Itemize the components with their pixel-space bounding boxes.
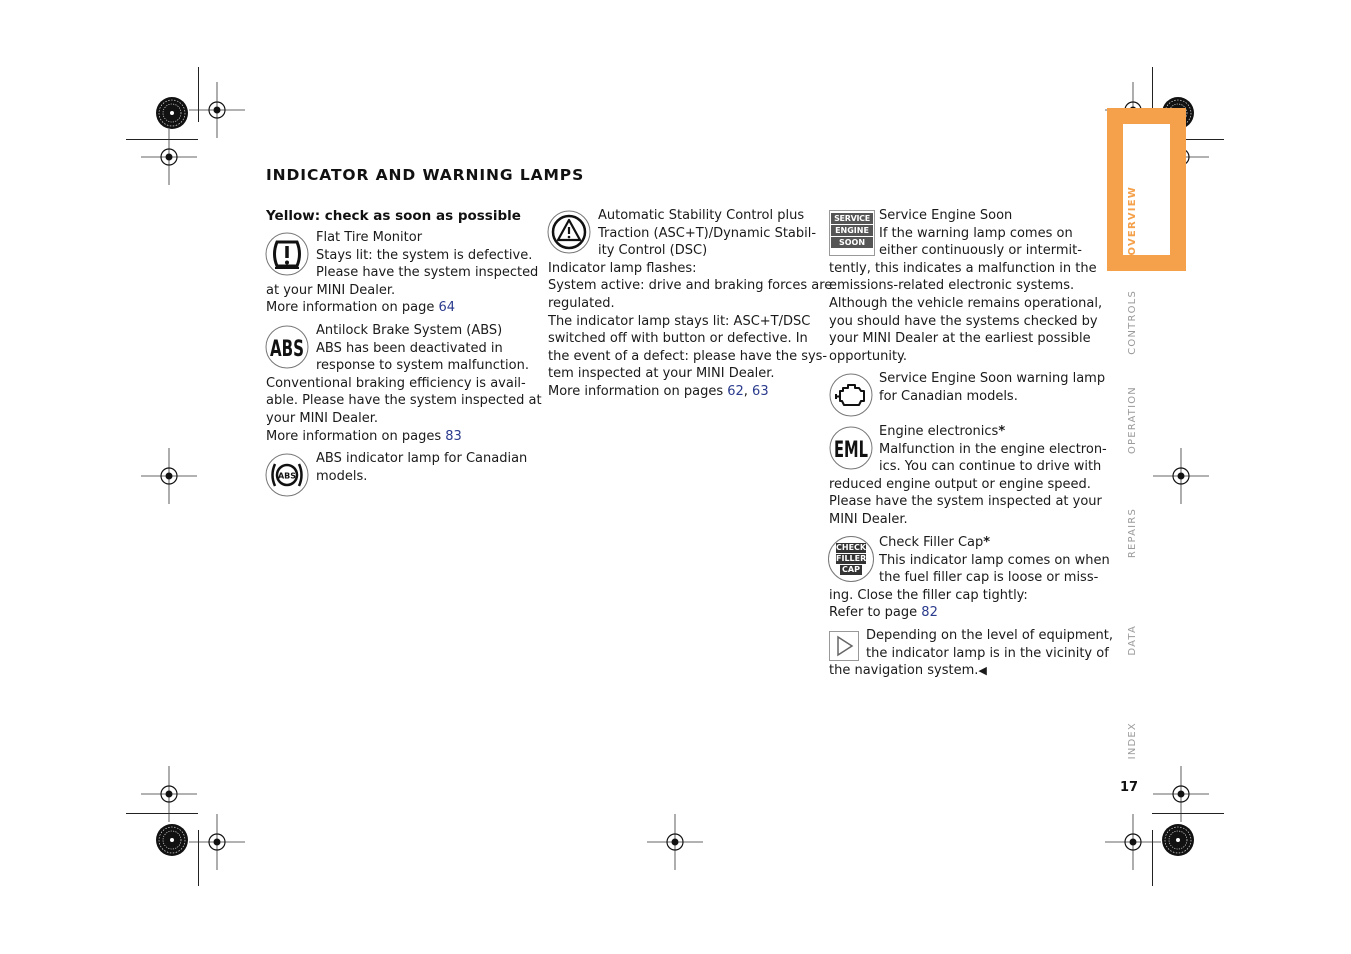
flat-tire-more <box>266 299 536 317</box>
abs-line: your MINI Dealer. <box>266 410 378 426</box>
svg-text:ABS: ABS <box>277 471 297 481</box>
service-engine-line: emissions-related electronic systems. <box>829 278 1075 294</box>
side-tab-operation[interactable]: OPERATION <box>1127 386 1138 455</box>
dsc-line: System active: drive and braking forces are <box>548 278 833 294</box>
page-link-63[interactable]: 63 <box>752 383 769 399</box>
page-link-62[interactable]: 62 <box>727 383 744 399</box>
optional-equipment-star: * <box>998 424 1006 439</box>
page-link-82[interactable]: 82 <box>921 605 938 621</box>
note-line: the navigation system. <box>829 663 979 679</box>
abs-more <box>266 428 536 446</box>
icon-label: ENGINE <box>831 225 873 236</box>
eml-title <box>829 423 1109 441</box>
eml-line: Please have the system inspected at your <box>829 494 1102 510</box>
dsc-line: Indicator lamp flashes: <box>548 260 697 276</box>
more-info-label: More information on page <box>266 300 439 316</box>
note-last-line <box>829 662 1109 680</box>
eml-title-label: Engine electronics <box>879 424 999 439</box>
page-number: 17 <box>1120 780 1139 795</box>
filler-cap-line: ing. Close the filler cap tightly: <box>829 587 1028 603</box>
dsc-line: the event of a defect: please have the sys- <box>548 348 828 364</box>
dsc-title: Automatic Stability Control plus <box>598 208 805 223</box>
service-engine-line: you should have the systems checked by <box>829 313 1098 329</box>
dsc-line: ity Control (DSC) <box>598 243 708 259</box>
flat-tire-line: Please have the system inspected <box>316 265 539 281</box>
filler-cap-title-label: Check Filler Cap <box>879 535 984 550</box>
side-tab-controls[interactable]: CONTROLS <box>1127 290 1138 355</box>
more-info-label: More information on pages <box>266 428 446 444</box>
more-info-label: More information on pages <box>548 383 728 399</box>
filler-cap-line: the fuel filler cap is loose or miss- <box>879 570 1099 586</box>
eml-line: MINI Dealer. <box>829 511 908 527</box>
filler-cap-title <box>829 534 1109 552</box>
side-tab-data[interactable]: DATA <box>1127 625 1138 656</box>
page-link-83[interactable]: 83 <box>445 428 462 444</box>
engine-canada-line: for Canadian models. <box>879 388 1018 404</box>
page-title: INDICATOR AND WARNING LAMPS <box>266 166 585 184</box>
optional-equipment-star: * <box>983 535 991 550</box>
filler-cap-more <box>829 604 1109 622</box>
abs-canada-line: ABS indicator lamp for Canadian <box>316 451 528 466</box>
abs-line: Conventional braking efficiency is avail- <box>266 375 526 391</box>
engine-canada-text <box>879 370 1109 405</box>
abs-canada-line: models. <box>316 468 368 484</box>
service-engine-text <box>829 207 1109 365</box>
eml-text <box>829 423 1109 529</box>
service-engine-title: Service Engine Soon <box>879 208 1013 223</box>
dsc-more <box>548 383 820 401</box>
note-line: Depending on the level of equipment, <box>866 628 1113 643</box>
note-line: the indicator lamp is in the vicinity of <box>866 645 1109 661</box>
abs-line: response to system malfunction. <box>316 358 529 374</box>
engine-outline-icon <box>828 372 874 418</box>
eml-line: Malfunction in the engine electron- <box>879 441 1107 457</box>
abs-canada-text <box>316 450 536 485</box>
dsc-text <box>548 207 833 401</box>
separator: , <box>743 383 753 399</box>
service-engine-line: opportunity. <box>829 348 908 364</box>
icon-label: SOON <box>831 237 873 248</box>
icon-label: FILLER <box>836 554 867 563</box>
icon-label: CAP <box>840 565 862 575</box>
refer-label: Refer to page <box>829 605 922 621</box>
section-heading-yellow: Yellow: check as soon as possible <box>266 208 521 224</box>
dsc-line: The indicator lamp stays lit: ASC+T/DSC <box>548 313 811 329</box>
note-text <box>829 627 1113 680</box>
engine-canada-line: Service Engine Soon warning lamp <box>879 371 1106 386</box>
eml-line: reduced engine output or engine speed. <box>829 476 1091 492</box>
service-engine-line: If the warning lamp comes on <box>879 225 1073 241</box>
svg-text:EML: EML <box>834 438 868 463</box>
flat-tire-line: at your MINI Dealer. <box>266 282 396 298</box>
flat-tire-line: Stays lit: the system is defective. <box>316 247 533 263</box>
side-tab-overview[interactable]: OVERVIEW <box>1127 186 1138 256</box>
filler-cap-text <box>829 534 1109 622</box>
dsc-line: tem inspected at your MINI Dealer. <box>548 366 775 382</box>
abs-line: ABS has been deactivated in <box>316 340 503 356</box>
filler-cap-line: This indicator lamp comes on when <box>879 552 1110 568</box>
icon-label: CHECK <box>836 543 867 552</box>
icon-label: SERVICE <box>831 213 873 224</box>
eml-line: ics. You can continue to drive with <box>879 459 1102 475</box>
abs-line: able. Please have the system inspected at <box>266 393 542 409</box>
dsc-line: Traction (ASC+T)/Dynamic Stabil- <box>598 225 817 241</box>
end-marker-icon: ◀ <box>978 664 987 678</box>
abs-title: Antilock Brake System (ABS) <box>316 323 503 338</box>
abs-text <box>266 322 542 445</box>
service-engine-line: your MINI Dealer at the earliest possible <box>829 331 1091 347</box>
side-tab-index[interactable]: INDEX <box>1127 722 1138 760</box>
service-engine-line: Although the vehicle remains operational, <box>829 295 1103 311</box>
service-engine-line: either continuously or intermit- <box>879 243 1082 259</box>
dsc-line: switched off with button or defective. In <box>548 331 808 347</box>
service-engine-line: tently, this indicates a malfunction in the <box>829 260 1097 276</box>
side-tab-repairs[interactable]: REPAIRS <box>1127 508 1138 559</box>
svg-text:ABS: ABS <box>270 337 304 362</box>
page-link-64[interactable]: 64 <box>438 300 455 316</box>
abs-canada-icon <box>264 452 310 498</box>
flat-tire-title: Flat Tire Monitor <box>316 230 423 245</box>
flat-tire-text <box>266 229 539 317</box>
dsc-line: regulated. <box>548 295 615 311</box>
